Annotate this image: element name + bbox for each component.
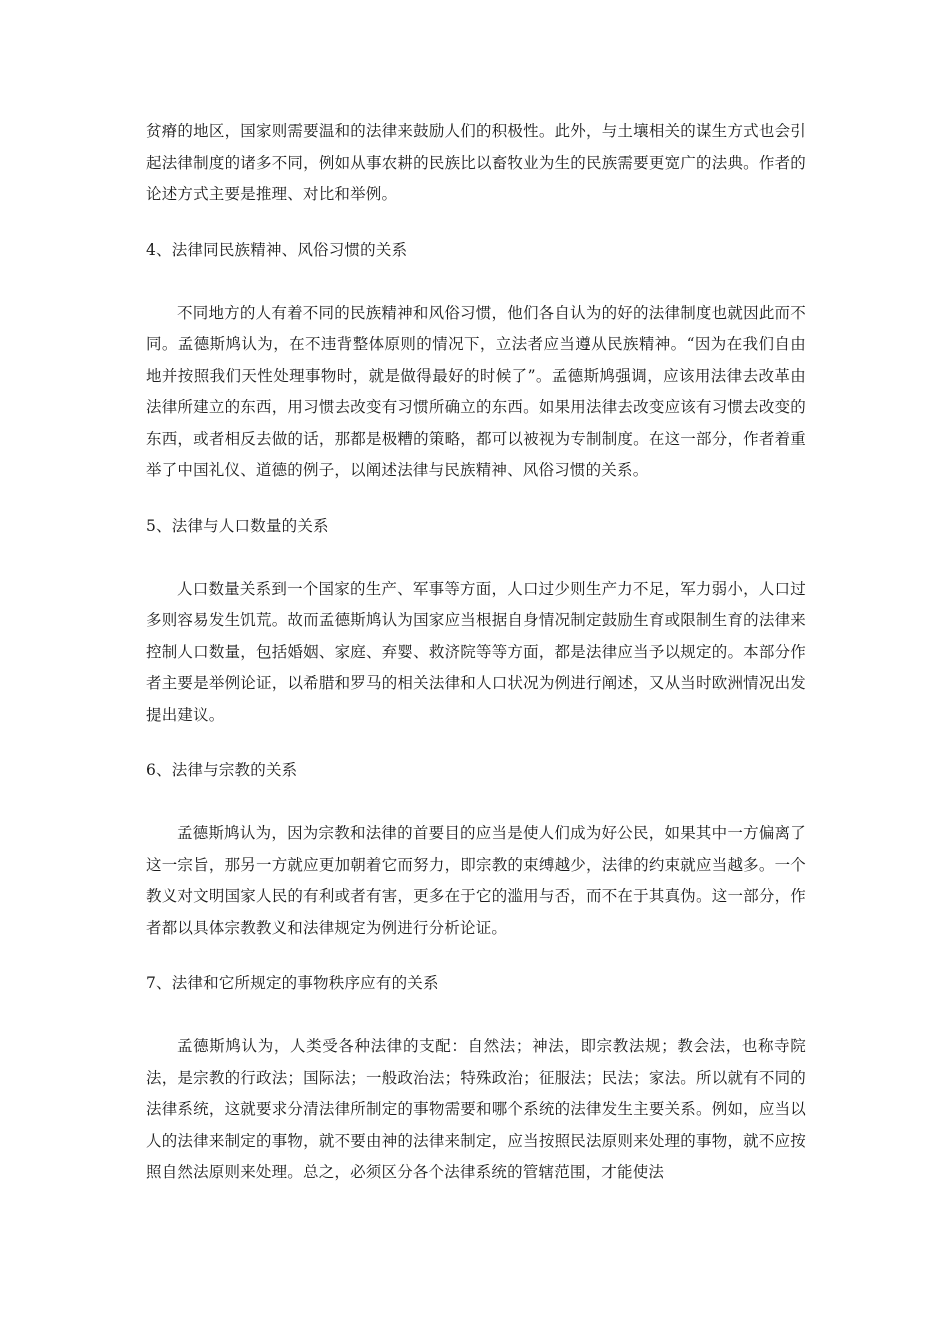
section-body-5: 人口数量关系到一个国家的生产、军事等方面，人口过少则生产力不足，军力弱小，人口过多则容易发生饥荒。故而孟德斯鸠认为国家应当根据自身情况制定鼓励生育或限制生育的法律来控制人口数量，包括婚姻、家庭、弃婴、救济院等等方面，都是法律应当予以规定的。本部分作者主要是举例论证，以希腊和罗马的相关法律和人口状况为例进行阐述，又从当时欧洲情况出发提出建议。 [146, 579, 806, 724]
section-heading-5: 5、法律与人口数量的关系 [146, 516, 329, 535]
spacer [146, 1000, 806, 1032]
section-heading-7: 7、法律和它所规定的事物秩序应有的关系 [146, 974, 439, 992]
spacer [146, 787, 806, 819]
section-heading-4: 4、法律同民族精神、风俗习惯的关系 [146, 240, 408, 259]
spacer [146, 487, 806, 511]
document-page [146, 116, 806, 1189]
section-body-7: 孟德斯鸠认为，人类受各种法律的支配：自然法；神法，即宗教法规；教会法，也称寺院法，是宗教的行政法；国际法；一般政治法；特殊政治；征服法；民法；家法。所以就有不同的法律系统，这就要求分清法律所制定的事物需要和哪个系统的法律发生主要关系。例如，应当以人的法律来制定的事物，就不要由神的法律来制定，应当按照民法原则来处理的事物，就不应按照自然法原则来处理。总之，必须区分各个法律系统的管辖范围，才能使法 [146, 1037, 806, 1181]
spacer [146, 944, 806, 968]
section-body-4: 不同地方的人有着不同的民族精神和风俗习惯，他们各自认为的好的法律制度也就因此而不同。孟德斯鸠认为，在不违背整体原则的情况下，立法者应当遵从民族精神。“因为在我们自由地并按照我们天性处理事物时，就是做得最好的时候了”。孟德斯鸠强调，应该用法律去改革由法律所建立的东西，用习惯去改变有习惯所确立的东西。如果用法律去改变应该有习惯去改变的东西，或者相反去做的话，那都是极糟的策略，都可以被视为专制制度。在这一部分，作者着重举了中国礼仪、道德的例子，以阐述法律与民族精神、风俗习惯的关系。 [146, 303, 806, 479]
section-heading-6: 6、法律与宗教的关系 [146, 761, 298, 779]
spacer [146, 731, 806, 755]
spacer [146, 266, 806, 298]
intro-paragraph: 贫瘠的地区，国家则需要温和的法律来鼓励人们的积极性。此外，与土壤相关的谋生方式也会引起法律制度的诸多不同，例如从事农耕的民族比以畜牧业为生的民族需要更宽广的法典。作者的论述方式主要是推理、对比和举例。 [146, 122, 806, 203]
section-body-6: 孟德斯鸠认为，因为宗教和法律的首要目的应当是使人们成为好公民，如果其中一方偏离了这一宗旨，那另一方就应更加朝着它而努力，即宗教的束缚越少，法律的约束就应当越多。一个教义对文明国家人民的有利或者有害，更多在于它的滥用与否，而不在于其真伪。这一部分，作者都以具体宗教教义和法律规定为例进行分析论证。 [146, 824, 806, 937]
spacer [146, 542, 806, 574]
spacer [146, 211, 806, 235]
